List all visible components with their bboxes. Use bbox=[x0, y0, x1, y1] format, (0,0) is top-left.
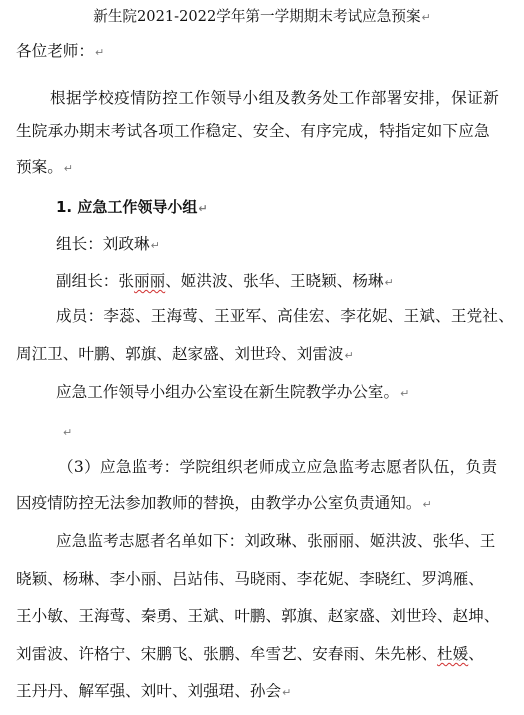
intro-text-2: 生院承办期末考试各项工作稳定、安全、有序完成，特指定如下应急 bbox=[16, 122, 490, 140]
paragraph-mark: ↵ bbox=[421, 11, 431, 24]
intro-line-1 bbox=[50, 87, 524, 109]
para3-text-1: （3）应急监考：学院组织老师成立应急监考志愿者队伍，负责 bbox=[58, 458, 498, 476]
volunteers-line-2 bbox=[16, 568, 524, 590]
intro-line-3 bbox=[16, 156, 524, 178]
paragraph-mark: ↵ bbox=[63, 426, 73, 439]
intro-line-2 bbox=[16, 120, 524, 142]
members-text-1: 成员：李蕊、王海莺、王亚军、高佳宏、李花妮、王斌、王党社、 bbox=[56, 307, 515, 325]
paragraph-mark: ↵ bbox=[150, 239, 160, 252]
volunteers-text-1: 应急监考志愿者名单如下：刘政琳、张丽丽、姬洪波、张华、王 bbox=[56, 532, 496, 550]
deputy-rest: 、姬洪波、张华、王晓颖、杨琳 bbox=[165, 272, 384, 290]
paragraph-mark: ↵ bbox=[198, 202, 208, 215]
intro-text-1: 根据学校疫情防控工作领导小组及教务处工作部署安排，保证新 bbox=[50, 89, 500, 107]
volunteers-line-4 bbox=[16, 643, 524, 665]
volunteers-line-1 bbox=[56, 530, 524, 552]
office-text: 应急工作领导小组办公室设在新生院教学办公室。 bbox=[56, 383, 400, 401]
members-line-2 bbox=[16, 343, 524, 365]
para3-text-2: 因疫情防控无法参加教师的替换，由教学办公室负责通知。 bbox=[16, 494, 422, 512]
volunteers-text-3: 王小敏、王海莺、秦勇、王斌、叶鹏、郭旗、赵家盛、刘世玲、赵坤、 bbox=[16, 607, 500, 625]
greeting bbox=[16, 40, 524, 62]
paragraph-mark: ↵ bbox=[400, 387, 410, 400]
members-line-1 bbox=[56, 305, 524, 327]
office-line bbox=[56, 381, 524, 403]
leader-line bbox=[56, 233, 524, 255]
paragraph-mark: ↵ bbox=[422, 498, 432, 511]
volunteers-line-5 bbox=[16, 680, 524, 702]
volunteers-text-4: 刘雷波、许格宁、宋鹏飞、张鹏、牟雪艺、安春雨、朱先彬、 bbox=[16, 645, 438, 663]
members-text-2: 周江卫、叶鹏、郭旗、赵家盛、刘世玲、刘雷波 bbox=[16, 345, 344, 363]
section-heading bbox=[56, 196, 524, 218]
volunteers-line-3 bbox=[16, 605, 524, 627]
spellcheck-underlined-text: 丽丽 bbox=[133, 272, 166, 290]
greeting-text: 各位老师： bbox=[16, 42, 94, 60]
volunteers-tail: 、 bbox=[468, 645, 484, 663]
deputy-line bbox=[56, 270, 524, 292]
section-heading-text: 1. 应急工作领导小组 bbox=[56, 198, 198, 216]
paragraph-mark: ↵ bbox=[63, 162, 74, 175]
empty-paragraph bbox=[62, 420, 524, 442]
para3-line-1 bbox=[58, 456, 524, 478]
volunteers-text-2: 晓颖、杨琳、李小丽、吕站伟、马晓雨、李花妮、李晓红、罗鸿雁、 bbox=[16, 570, 484, 588]
paragraph-mark: ↵ bbox=[282, 686, 292, 699]
document-title bbox=[0, 6, 524, 28]
paragraph-mark: ↵ bbox=[94, 46, 105, 59]
title-text: 新生院2021-2022学年第一学期期末考试应急预案 bbox=[93, 8, 421, 25]
paragraph-mark: ↵ bbox=[384, 276, 394, 289]
intro-text-3: 预案。 bbox=[16, 158, 63, 176]
paragraph-mark: ↵ bbox=[344, 349, 354, 362]
para3-line-2 bbox=[16, 492, 524, 514]
volunteers-text-5: 王丹丹、解军强、刘叶、刘强珺、孙会 bbox=[16, 682, 282, 700]
leader-text: 组长：刘政琳 bbox=[56, 235, 150, 253]
spellcheck-underlined-text: 杜媛 bbox=[437, 645, 469, 663]
deputy-prefix: 副组长：张 bbox=[56, 272, 134, 290]
